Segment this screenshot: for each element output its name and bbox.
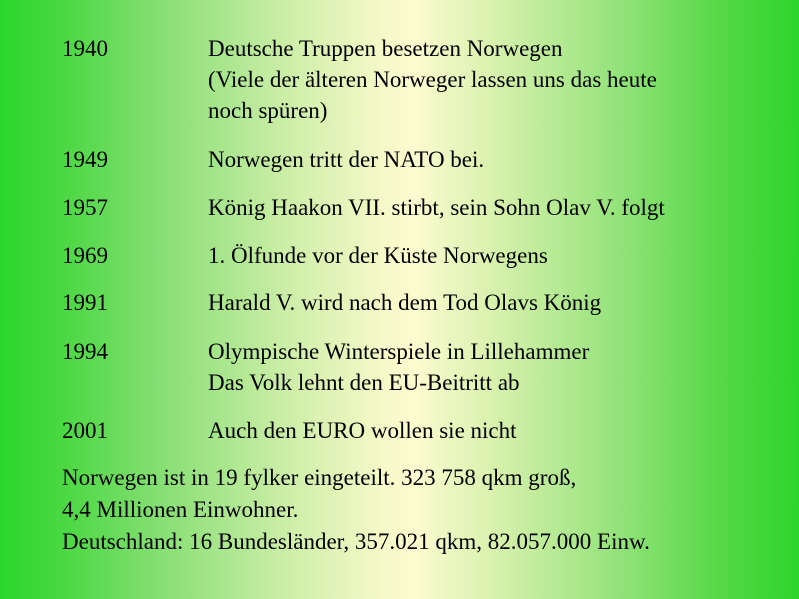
timeline-description <box>208 415 798 446</box>
timeline-year: 1949 <box>62 147 108 172</box>
timeline-description <box>208 33 798 126</box>
summary-line: 4,4 Millionen Einwohner. <box>62 497 299 522</box>
timeline-line: 1. Ölfunde vor der Küste Norwegens <box>208 243 548 268</box>
timeline-year: 2001 <box>62 418 108 443</box>
timeline-line: Harald V. wird nach dem Tod Olavs König <box>208 290 602 315</box>
timeline-line: Deutsche Truppen besetzen Norwegen <box>208 36 563 61</box>
summary-line: Norwegen ist in 19 fylker eingeteilt. 323 758 qkm groß, <box>62 465 577 490</box>
timeline-year: 1940 <box>62 36 108 61</box>
timeline-line: noch spüren) <box>208 98 328 123</box>
timeline-description <box>208 240 798 271</box>
timeline-line: Das Volk lehnt den EU-Beitritt ab <box>208 370 520 395</box>
timeline-description <box>208 287 798 318</box>
timeline-description <box>208 192 798 223</box>
summary-block <box>62 462 782 558</box>
timeline-line: (Viele der älteren Norweger lassen uns das heute <box>208 67 657 92</box>
timeline-year: 1991 <box>62 290 108 315</box>
timeline-year: 1957 <box>62 195 108 220</box>
timeline-line: Norwegen tritt der NATO bei. <box>208 147 485 172</box>
timeline-line: Auch den EURO wollen sie nicht <box>208 418 517 443</box>
timeline-description <box>208 144 798 175</box>
timeline-year: 1994 <box>62 339 108 364</box>
timeline-line: König Haakon VII. stirbt, sein Sohn Olav V. folgt <box>208 195 665 220</box>
summary-line: Deutschland: 16 Bundesländer, 357.021 qkm, 82.057.000 Einw. <box>62 529 650 554</box>
timeline-description <box>208 336 798 398</box>
timeline-year: 1969 <box>62 243 108 268</box>
timeline-line: Olympische Winterspiele in Lillehammer <box>208 339 590 364</box>
